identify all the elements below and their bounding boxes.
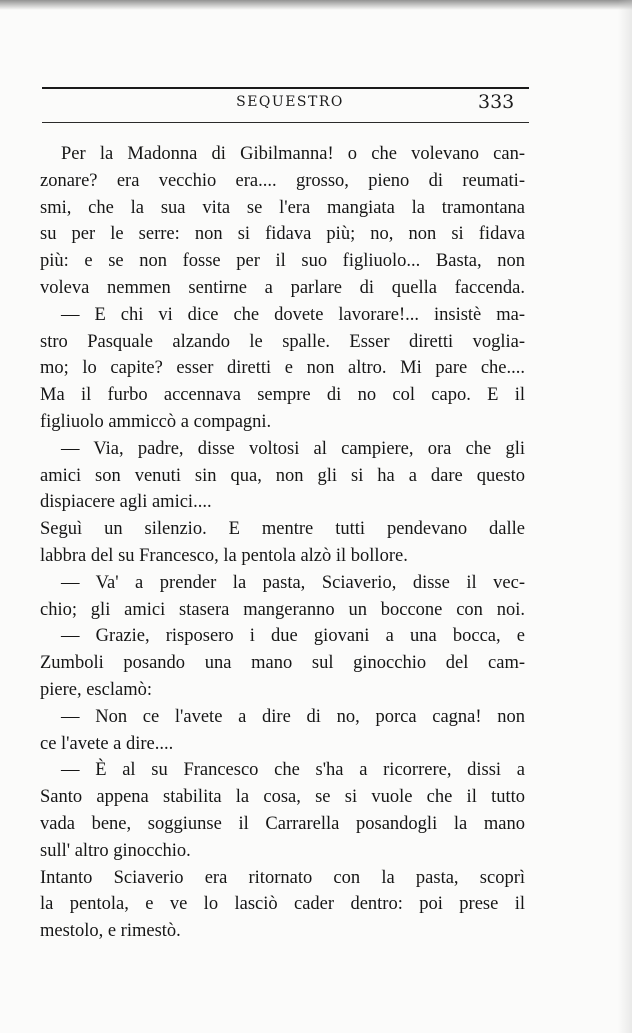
text-line: — Grazie, risposero i due giovani a una bocca, e bbox=[61, 626, 525, 647]
text-line: vada bene, soggiunse il Carrarella posandogli la mano bbox=[40, 813, 525, 834]
text-line: chio; gli amici stasera mangeranno un boccone con noi. bbox=[40, 599, 525, 620]
text-line: voleva nemmen sentirne a parlare di quella faccenda. bbox=[40, 277, 525, 298]
text-line: amici son venuti sin qua, non gli si ha a dare questo bbox=[40, 465, 525, 486]
header-bottom-rule bbox=[42, 122, 529, 123]
scan-edge-shadow bbox=[618, 0, 632, 1033]
text-line: sull' altro ginocchio. bbox=[40, 840, 191, 861]
text-line: stro Pasquale alzando le spalle. Esser diretti voglia- bbox=[40, 331, 525, 352]
text-line: piere, esclamò: bbox=[40, 679, 152, 700]
text-line: la pentola, e ve lo lasciò cader dentro: poi prese il bbox=[40, 894, 525, 915]
text-line: ce l'avete a dire.... bbox=[40, 733, 174, 754]
text-line: — Non ce l'avete a dire di no, porca cagna! non bbox=[61, 706, 525, 727]
text-line: Seguì un silenzio. E mentre tutti pendevano dalle bbox=[40, 519, 525, 540]
text-line: mo; lo capite? esser diretti e non altro. Mi pare che.... bbox=[40, 358, 525, 379]
text-line: zonare? era vecchio era.... grosso, pieno di reumati- bbox=[40, 170, 525, 191]
running-head-title: SEQUESTRO bbox=[236, 94, 344, 110]
text-line: — Via, padre, disse voltosi al campiere, ora che gli bbox=[61, 438, 525, 459]
scan-top-shadow bbox=[0, 0, 632, 10]
text-line: Santo appena stabilita la cosa, se si vuole che il tutto bbox=[40, 787, 525, 808]
body-text bbox=[40, 141, 525, 945]
text-line: Zumboli posando una mano sul ginocchio del cam- bbox=[40, 653, 525, 674]
text-line: più: e se non fosse per il suo figliuolo... Basta, non bbox=[40, 251, 525, 272]
text-line: dispiacere agli amici.... bbox=[40, 492, 212, 513]
text-line: su per le serre: non si fidava più; no, non si fidava bbox=[40, 224, 525, 245]
text-line: — Va' a prender la pasta, Sciaverio, disse il vec- bbox=[61, 572, 525, 593]
text-line: figliuolo ammiccò a compagni. bbox=[40, 411, 272, 432]
text-line: — È al su Francesco che s'ha a ricorrere, dissi a bbox=[61, 760, 525, 781]
text-line: smi, che la sua vita se l'era mangiata la tramontana bbox=[40, 197, 525, 218]
header-top-rule bbox=[42, 87, 529, 89]
text-line: Intanto Sciaverio era ritornato con la pasta, scoprì bbox=[40, 867, 525, 888]
text-line: Ma il furbo accennava sempre di no col capo. E il bbox=[40, 385, 525, 406]
page-number: 333 bbox=[478, 91, 515, 113]
text-line: mestolo, e rimestò. bbox=[40, 921, 181, 942]
text-line: Per la Madonna di Gibilmanna! o che volevano can- bbox=[61, 144, 525, 164]
text-line: labbra del su Francesco, la pentola alzò il bollore. bbox=[40, 545, 408, 566]
text-line: — E chi vi dice che dovete lavorare!... insistè ma- bbox=[61, 304, 525, 325]
